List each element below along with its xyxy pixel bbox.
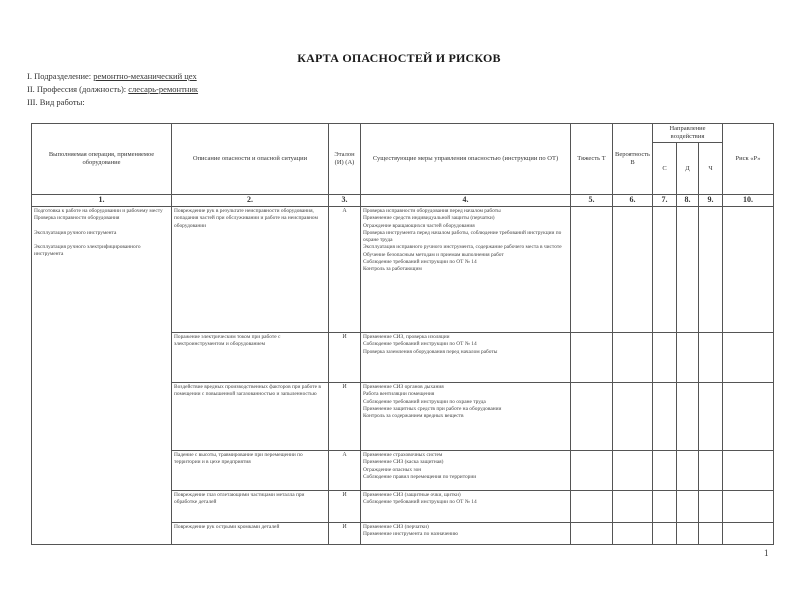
meta-line-work-type <box>27 96 198 109</box>
col-number: 2. <box>172 195 329 207</box>
table-row <box>32 207 774 333</box>
etalon-cell: И <box>329 491 361 523</box>
hazard-table-wrapper <box>31 123 774 545</box>
header-operation: Выполняемая операция, применяемое оборудование <box>32 124 172 195</box>
header-direction-ch: Ч <box>699 143 723 195</box>
meta-value: ремонтно-механический цех <box>93 71 197 81</box>
header-direction-d: Д <box>677 143 699 195</box>
risk-cell <box>723 451 774 491</box>
measure-line: Соблюдение требований инструкции по ОТ № 14 <box>363 499 477 506</box>
header-measures: Существующие меры управления опасностью (инструкции по ОТ) <box>361 124 571 195</box>
direction-ch-cell <box>699 333 723 383</box>
measure-line: Применение средств индивидуальной защиты (перчатки) <box>363 215 495 222</box>
hazard-cell: Повреждение рук в результате неисправности оборудования, попадания частей при обслуживании и работе на неисправном оборудовании <box>172 207 329 333</box>
col-number: 7. <box>653 195 677 207</box>
direction-s-cell <box>653 451 677 491</box>
operation-line: Подготовка к работе на оборудовании и рабочему месту <box>34 208 163 214</box>
probability-cell <box>613 383 653 451</box>
direction-ch-cell <box>699 523 723 545</box>
operation-line: Эксплуатация ручного электрифицированного инструмента <box>34 243 141 258</box>
meta-line-profession <box>27 83 198 96</box>
measure-line: Проверка инструмента перед началом работы, соблюдение требований инструкции по охране труда <box>363 229 562 244</box>
severity-cell <box>571 451 613 491</box>
col-number: 5. <box>571 195 613 207</box>
col-number: 4. <box>361 195 571 207</box>
operation-line: Проверка исправности оборудования <box>34 215 120 222</box>
col-number: 8. <box>677 195 699 207</box>
direction-s-cell <box>653 523 677 545</box>
direction-d-cell <box>677 333 699 383</box>
direction-d-cell <box>677 523 699 545</box>
measure-line: Соблюдение требований инструкции по ОТ № 14 <box>363 341 477 348</box>
measure-line: Ограждение опасных зон <box>363 466 422 473</box>
probability-cell <box>613 451 653 491</box>
severity-cell <box>571 333 613 383</box>
operation-line: Эксплуатация ручного инструмента <box>34 229 117 236</box>
measures-cell <box>361 451 571 491</box>
severity-cell <box>571 523 613 545</box>
risk-cell <box>723 207 774 333</box>
hazard-cell: Поражение электрическим током при работе с электроинструментом и оборудованием <box>172 333 329 383</box>
severity-cell <box>571 207 613 333</box>
risk-cell <box>723 333 774 383</box>
measure-line: Соблюдение требований инструкции по охране труда <box>363 398 486 405</box>
header-probability: Вероятность В <box>613 124 653 195</box>
measure-line: Соблюдение правил перемещения по территории <box>363 473 477 480</box>
col-number: 6. <box>613 195 653 207</box>
probability-cell <box>613 207 653 333</box>
header-etalon: Эталон (И) (А) <box>329 124 361 195</box>
measure-line: Применение СИЗ (каска защитная) <box>363 459 444 466</box>
measure-line: Применение СИЗ (перчатки) <box>363 524 429 530</box>
direction-d-cell <box>677 451 699 491</box>
risk-cell <box>723 383 774 451</box>
measure-line: Соблюдение требований инструкции по ОТ № 14 <box>363 259 477 266</box>
col-number: 9. <box>699 195 723 207</box>
risk-cell <box>723 523 774 545</box>
meta-prefix: III. <box>27 97 38 107</box>
severity-cell <box>571 491 613 523</box>
page-number: 1 <box>764 548 769 558</box>
etalon-cell: А <box>329 451 361 491</box>
etalon-cell: И <box>329 333 361 383</box>
meta-label: Профессия (должность): <box>36 84 127 94</box>
direction-ch-cell <box>699 451 723 491</box>
probability-cell <box>613 523 653 545</box>
measure-line: Проверка исправности оборудования перед началом работы <box>363 208 501 214</box>
hazard-cell: Воздействие вредных производственных факторов при работе в помещении с повышенной загазованностью и запыленностью <box>172 383 329 451</box>
meta-prefix: I. <box>27 71 32 81</box>
measure-line: Применение СИЗ (защитные очки, щитки) <box>363 492 461 498</box>
probability-cell <box>613 491 653 523</box>
measure-line: Работа вентиляции помещения <box>363 391 435 398</box>
operation-cell <box>32 207 172 545</box>
header-direction-s: С <box>653 143 677 195</box>
direction-d-cell <box>677 491 699 523</box>
document-meta <box>27 70 198 109</box>
etalon-cell: А <box>329 207 361 333</box>
direction-ch-cell <box>699 383 723 451</box>
measure-line: Применение СИЗ органов дыхания <box>363 384 444 390</box>
measure-line: Эксплуатация исправного ручного инструмента, содержание рабочего места в чистоте <box>363 244 562 251</box>
measure-line: Ограждение вращающихся частей оборудования <box>363 222 475 229</box>
direction-ch-cell <box>699 207 723 333</box>
measure-line: Применение СИЗ, проверка изоляции <box>363 334 450 340</box>
etalon-cell: И <box>329 523 361 545</box>
etalon-cell: И <box>329 383 361 451</box>
meta-value: слесарь-ремонтник <box>128 84 199 94</box>
measures-cell <box>361 523 571 545</box>
direction-s-cell <box>653 333 677 383</box>
col-number: 1. <box>32 195 172 207</box>
header-severity: Тяжесть Т <box>571 124 613 195</box>
severity-cell <box>571 383 613 451</box>
meta-prefix: II. <box>27 84 35 94</box>
hazard-cell: Падение с высоты, травмирование при перемещении по территории и в цехе предприятия <box>172 451 329 491</box>
direction-s-cell <box>653 207 677 333</box>
header-risk: Риск «Р» <box>723 124 774 195</box>
measure-line: Применение инструмента по назначению <box>363 531 459 538</box>
col-number: 10. <box>723 195 774 207</box>
direction-d-cell <box>677 207 699 333</box>
measures-cell <box>361 333 571 383</box>
probability-cell <box>613 333 653 383</box>
document-title: КАРТА ОПАСНОСТЕЙ И РИСКОВ <box>297 51 501 65</box>
column-number-row <box>32 195 774 207</box>
risk-cell <box>723 491 774 523</box>
hazard-cell: Повреждение глаз отлетающими частицами металла при обработке деталей <box>172 491 329 523</box>
direction-s-cell <box>653 491 677 523</box>
measure-line: Применение защитных средств при работе на оборудовании <box>363 405 502 412</box>
direction-s-cell <box>653 383 677 451</box>
measures-cell <box>361 207 571 333</box>
direction-ch-cell <box>699 491 723 523</box>
meta-label: Вид работы: <box>39 97 85 107</box>
col-number: 3. <box>329 195 361 207</box>
header-hazard: Описание опасности и опасной ситуации <box>172 124 329 195</box>
measures-cell <box>361 491 571 523</box>
header-direction-group: Направление воздействия <box>653 124 723 143</box>
meta-label: Подразделение: <box>34 71 92 81</box>
measure-line: Обучение безопасным методам и приемам выполнения работ <box>363 251 504 258</box>
direction-d-cell <box>677 383 699 451</box>
hazard-cell: Повреждение рук острыми кромками деталей <box>172 523 329 545</box>
measure-line: Контроль за работающим <box>363 266 422 273</box>
measure-line: Проверка заземления оборудования перед началом работы <box>363 348 498 355</box>
measure-line: Применение страховочных систем <box>363 452 443 458</box>
meta-line-subdivision <box>27 70 198 83</box>
hazard-risk-table <box>31 123 774 545</box>
measure-line: Контроль за содержанием вредных веществ <box>363 413 464 420</box>
measures-cell <box>361 383 571 451</box>
